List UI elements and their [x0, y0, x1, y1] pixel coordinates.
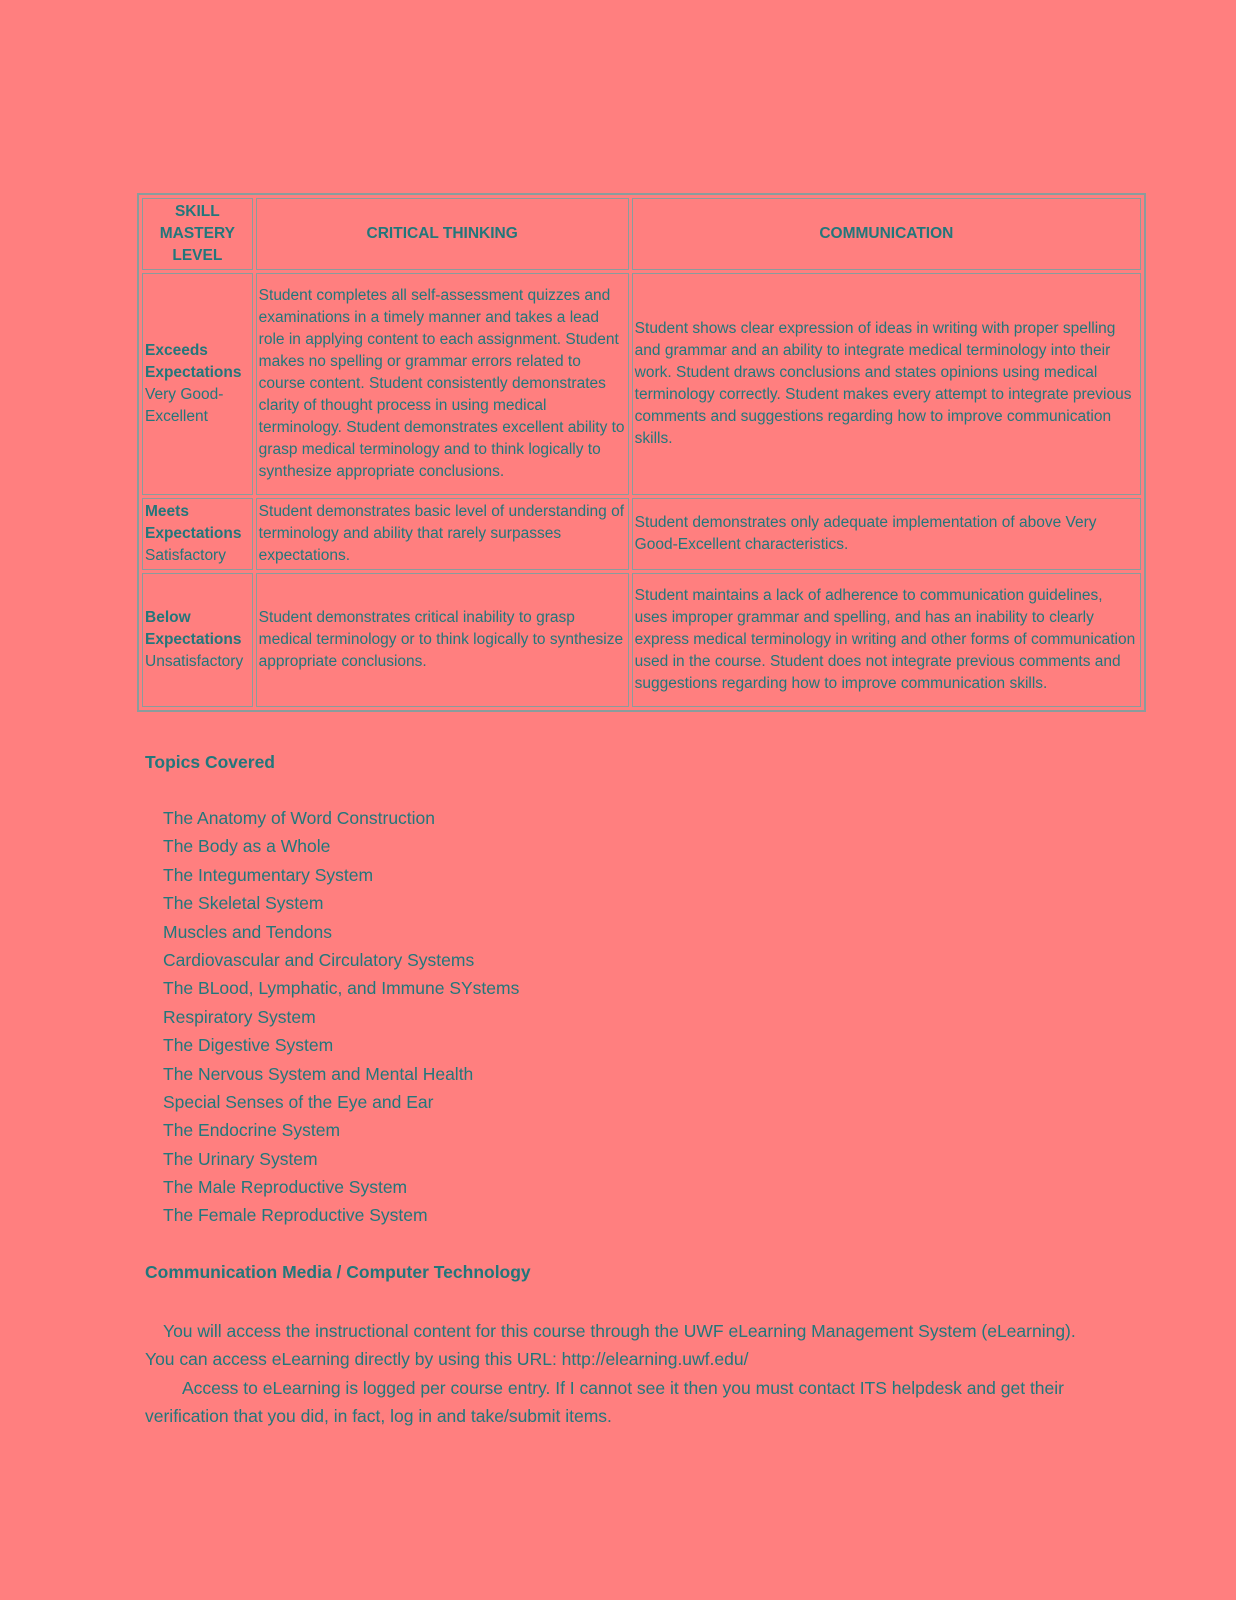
communication-cell: Student demonstrates only adequate implementation of above Very Good-Excellent characteristics. — [632, 498, 1141, 570]
communication-media-body — [145, 1317, 1085, 1431]
topic-item: Special Senses of the Eye and Ear — [163, 1091, 434, 1112]
topic-item: The Female Reproductive System — [163, 1205, 428, 1226]
rubric-row-meets — [142, 498, 1141, 570]
topic-item: The Skeletal System — [163, 893, 324, 914]
topic-item: The Endocrine System — [163, 1120, 341, 1141]
level-cell — [142, 573, 253, 707]
topic-item: The Integumentary System — [163, 864, 374, 885]
topic-item: Muscles and Tendons — [163, 921, 332, 942]
critical-thinking-cell: Student demonstrates critical inability to grasp medical terminology or to think logically to synthesize appropriate conclusions. — [256, 573, 629, 707]
topic-item: The Urinary System — [163, 1148, 318, 1169]
rubric-header-row — [142, 198, 1141, 270]
level-cell — [142, 498, 253, 570]
rubric-row-exceeds — [142, 273, 1141, 495]
level-rating: Unsatisfactory — [145, 653, 244, 670]
topic-item: The Male Reproductive System — [163, 1177, 408, 1198]
topic-item: The Anatomy of Word Construction — [163, 808, 436, 828]
header-communication: COMMUNICATION — [632, 198, 1141, 270]
topic-item: The BLood, Lymphatic, and Immune SYstems — [163, 978, 520, 999]
level-rating: Very Good-Excellent — [145, 386, 224, 425]
topic-item: The Nervous System and Mental Health — [163, 1063, 474, 1084]
topic-item: Respiratory System — [163, 1006, 316, 1027]
critical-thinking-cell: Student demonstrates basic level of understanding of terminology and ability that rarely surpasses expectations. — [256, 498, 629, 570]
rubric-container — [139, 193, 1148, 712]
level-rating: Satisfactory — [145, 547, 226, 564]
rubric-row-below — [142, 573, 1141, 707]
topics-covered-heading: Topics Covered — [145, 752, 275, 772]
level-name: Exceeds Expectations — [145, 342, 242, 381]
communication-cell: Student shows clear expression of ideas in writing with proper spelling and grammar and an ability to integrate medical terminology into their work. Student draws conclusions and states opinions using medical terminology correctly. Student makes every attempt to integrate previous comments and suggestions regarding how to improve communication skills. — [632, 273, 1141, 495]
critical-thinking-cell: Student completes all self-assessment quizzes and examinations in a timely manner and takes a lead role in applying content to each assignment. Student makes no spelling or grammar errors related to course content. Student consistently demonstrates clarity of thought process in using medical terminology. Student demonstrates excellent ability to grasp medical terminology and to think logically to synthesize appropriate conclusions. — [256, 273, 629, 495]
level-cell — [142, 273, 253, 495]
elearning-access-paragraph: You will access the instructional content for this course through the UWF eLearning Management System (eLearning). You can access eLearning directly by using this URL: http://elearning.uwf.edu/ — [145, 1321, 1076, 1370]
level-name: Below Expectations — [145, 609, 242, 648]
skill-mastery-rubric-table — [137, 193, 1146, 712]
topics-list — [163, 804, 519, 1230]
topic-item: The Digestive System — [163, 1035, 334, 1056]
header-skill-mastery-level: SKILL MASTERY LEVEL — [142, 198, 253, 270]
topic-item: The Body as a Whole — [163, 836, 331, 857]
level-name: Meets Expectations — [145, 503, 242, 542]
topic-item: Cardiovascular and Circulatory Systems — [163, 949, 475, 970]
communication-media-heading: Communication Media / Computer Technology — [145, 1262, 531, 1282]
communication-cell: Student maintains a lack of adherence to communication guidelines, uses improper grammar and spelling, and has an inability to clearly express medical terminology in writing and other forms of communication used in the course. Student does not integrate previous comments and suggestions regarding how to improve communication skills. — [632, 573, 1141, 707]
header-critical-thinking: CRITICAL THINKING — [256, 198, 629, 270]
elearning-logging-paragraph: Access to eLearning is logged per course entry. If I cannot see it then you must contact ITS helpdesk and get their verification that you did, in fact, log in and take/submit items. — [145, 1377, 1064, 1427]
